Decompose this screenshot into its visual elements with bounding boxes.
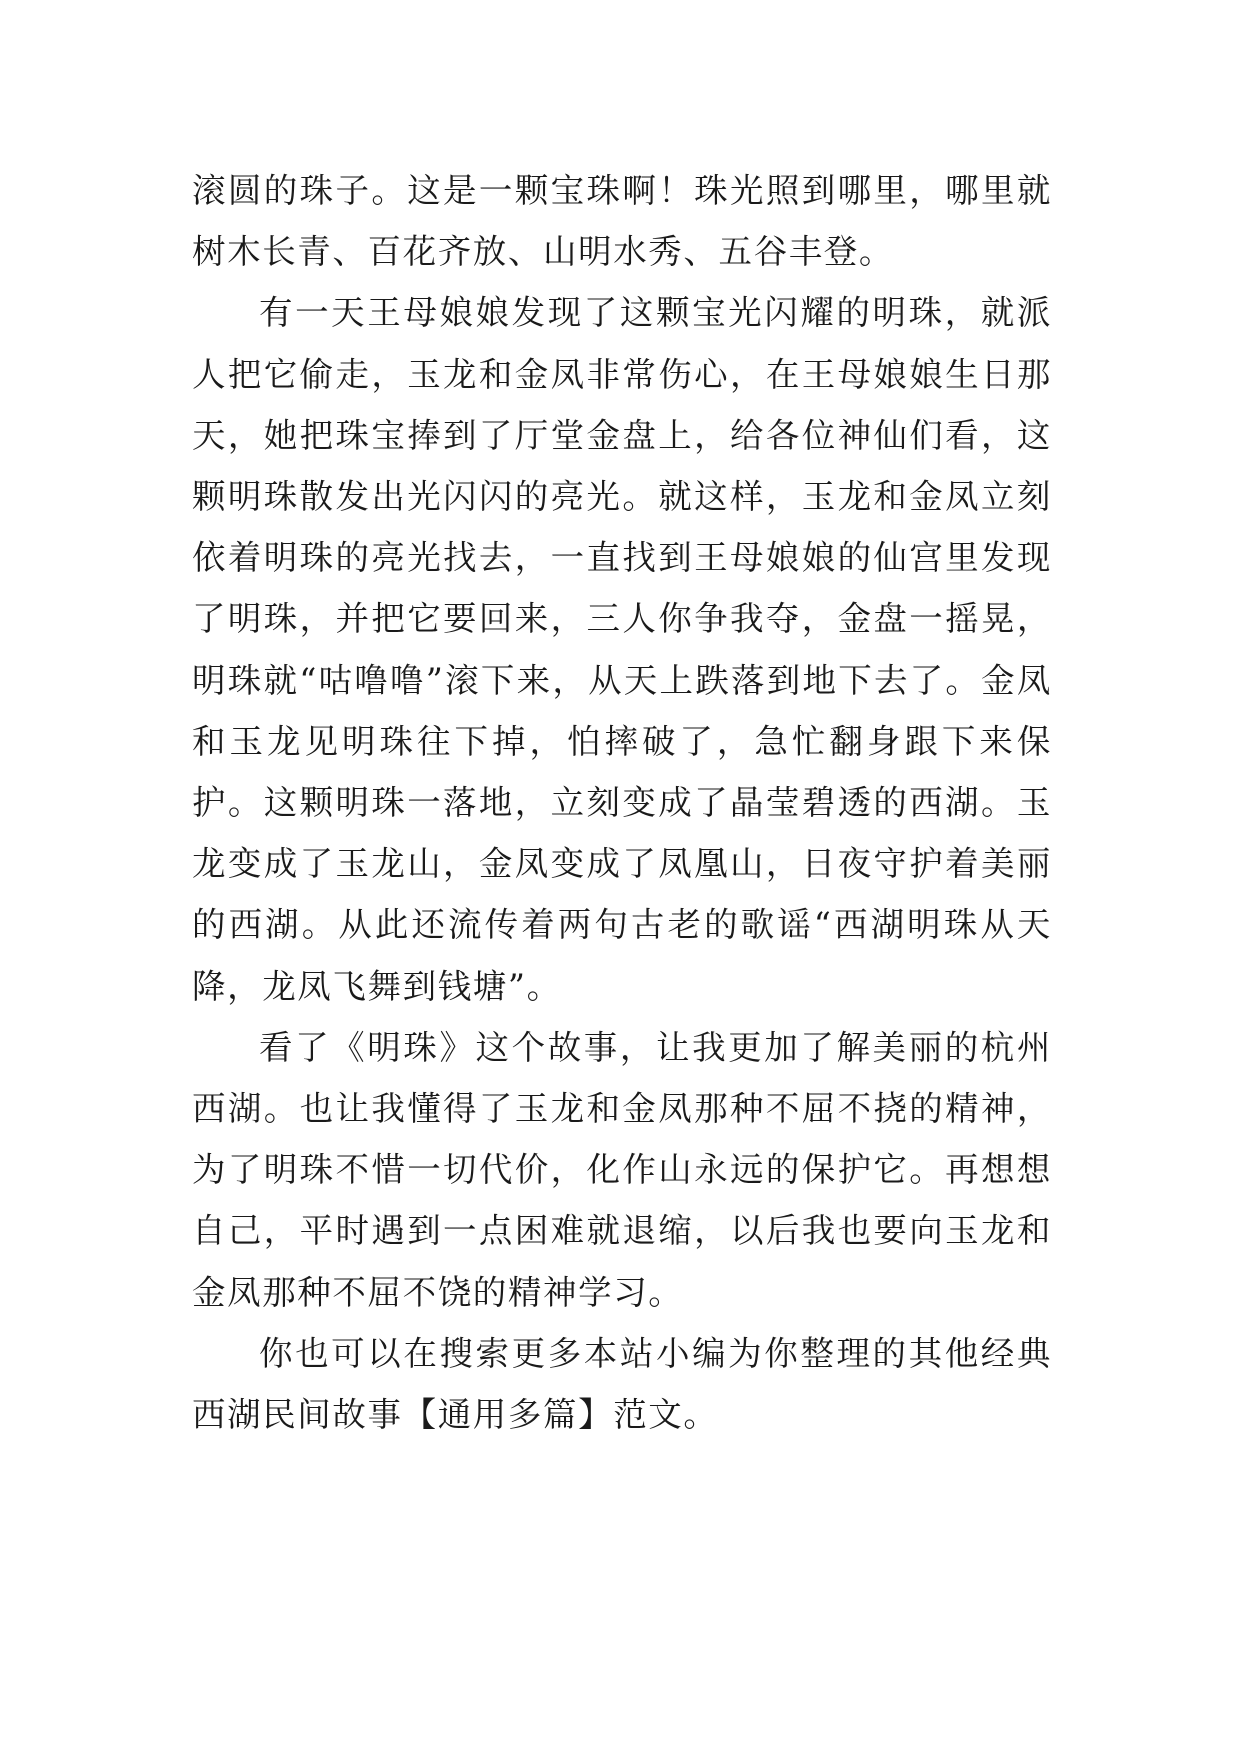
paragraph-closing: 你也可以在搜索更多本站小编为你整理的其他经典西湖民间故事【通用多篇】范文。 <box>192 1333 1052 1435</box>
paragraph-reflection: 看了《明珠》这个故事，让我更加了解美丽的杭州西湖。也让我懂得了玉龙和金凤那种不屈不挠的精神，为了明珠不惜一切代价，化作山永远的保护它。再想想自己，平时遇到一点困难就退缩，以后我也要向玉龙和金凤那种不屈不饶的精神学习。 <box>192 1027 1052 1312</box>
paragraph-continuation: 滚圆的珠子。这是一颗宝珠啊！珠光照到哪里，哪里就树木长青、百花齐放、山明水秀、五谷丰登。 <box>192 171 1052 272</box>
body-text <box>192 160 1052 1445</box>
paragraph-story: 有一天王母娘娘发现了这颗宝光闪耀的明珠，就派人把它偷走，玉龙和金凤非常伤心，在王母娘娘生日那天，她把珠宝捧到了厅堂金盘上，给各位神仙们看，这颗明珠散发出光闪闪的亮光。就这样，玉龙和金凤立刻依着明珠的亮光找去，一直找到王母娘娘的仙宫里发现了明珠，并把它要回来，三人你争我夺，金盘一摇晃，明珠就“咕噜噜”滚下来，从天上跌落到地下去了。金凤和玉龙见明珠往下掉，怕摔破了，急忙翻身跟下来保护。这颗明珠一落地，立刻变成了晶莹碧透的西湖。玉龙变成了玉龙山，金凤变成了凤凰山，日夜守护着美丽的西湖。从此还流传着两句古老的歌谣“西湖明珠从天降，龙凤飞舞到钱塘”。 <box>192 293 1052 1006</box>
